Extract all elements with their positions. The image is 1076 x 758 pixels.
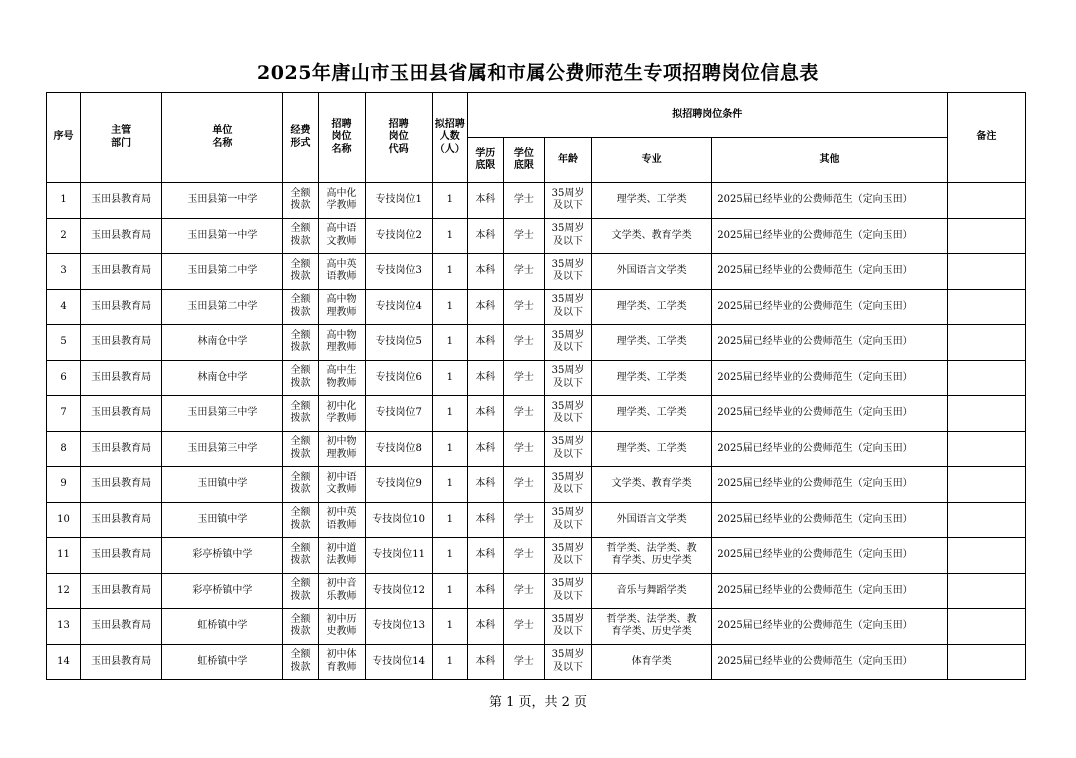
cell-post-name: 高中语 文教师: [318, 218, 365, 254]
cell-seq: 13: [47, 609, 81, 645]
cell-post-name: 初中历 史教师: [318, 609, 365, 645]
cell-post-name: 初中英 语教师: [318, 502, 365, 538]
cell-edu: 本科: [467, 289, 503, 325]
cell-post-name: 高中生 物教师: [318, 360, 365, 396]
cell-edu: 本科: [467, 467, 503, 503]
header-edu: 学历 底限: [467, 138, 503, 183]
cell-age: 35周岁 及以下: [544, 431, 591, 467]
header-funding: 经费 形式: [283, 93, 318, 183]
cell-dept: 玉田县教育局: [81, 396, 162, 432]
cell-count: 1: [432, 467, 467, 503]
cell-other: 2025届已经毕业的公费师范生（定向玉田）: [712, 218, 948, 254]
header-seq: 序号: [47, 93, 81, 183]
cell-seq: 4: [47, 289, 81, 325]
cell-funding: 全额 拨款: [283, 644, 318, 680]
cell-unit: 玉田县第一中学: [162, 218, 283, 254]
cell-funding: 全额 拨款: [283, 360, 318, 396]
cell-remark: [947, 289, 1025, 325]
cell-remark: [947, 360, 1025, 396]
header-dept: 主管 部门: [81, 93, 162, 183]
cell-seq: 10: [47, 502, 81, 538]
cell-major: 文学类、教育学类: [592, 467, 712, 503]
cell-count: 1: [432, 360, 467, 396]
cell-remark: [947, 218, 1025, 254]
table-row: [47, 502, 1026, 538]
table-row: [47, 609, 1026, 645]
cell-post-code: 专技岗位5: [365, 325, 432, 361]
cell-other: 2025届已经毕业的公费师范生（定向玉田）: [712, 573, 948, 609]
cell-remark: [947, 502, 1025, 538]
cell-degree: 学士: [503, 183, 544, 219]
cell-major: 理学类、工学类: [592, 289, 712, 325]
cell-degree: 学士: [503, 502, 544, 538]
cell-post-name: 高中化 学教师: [318, 183, 365, 219]
header-conditions: 拟招聘岗位条件: [467, 93, 947, 138]
cell-age: 35周岁 及以下: [544, 396, 591, 432]
cell-unit: 玉田县第二中学: [162, 289, 283, 325]
cell-unit: 林南仓中学: [162, 325, 283, 361]
cell-major: 理学类、工学类: [592, 431, 712, 467]
cell-remark: [947, 609, 1025, 645]
cell-funding: 全额 拨款: [283, 183, 318, 219]
cell-remark: [947, 431, 1025, 467]
cell-seq: 11: [47, 538, 81, 574]
cell-post-name: 初中物 理教师: [318, 431, 365, 467]
cell-count: 1: [432, 289, 467, 325]
cell-post-code: 专技岗位10: [365, 502, 432, 538]
cell-dept: 玉田县教育局: [81, 183, 162, 219]
cell-degree: 学士: [503, 360, 544, 396]
cell-degree: 学士: [503, 396, 544, 432]
cell-count: 1: [432, 325, 467, 361]
cell-post-code: 专技岗位2: [365, 218, 432, 254]
cell-post-name: 高中英 语教师: [318, 254, 365, 290]
cell-degree: 学士: [503, 573, 544, 609]
cell-unit: 彩亭桥镇中学: [162, 573, 283, 609]
cell-remark: [947, 325, 1025, 361]
table-row: [47, 644, 1026, 680]
cell-other: 2025届已经毕业的公费师范生（定向玉田）: [712, 431, 948, 467]
table-row: [47, 396, 1026, 432]
cell-edu: 本科: [467, 218, 503, 254]
cell-remark: [947, 254, 1025, 290]
cell-seq: 6: [47, 360, 81, 396]
cell-post-name: 初中音 乐教师: [318, 573, 365, 609]
cell-other: 2025届已经毕业的公费师范生（定向玉田）: [712, 396, 948, 432]
cell-age: 35周岁 及以下: [544, 538, 591, 574]
table-body: [47, 183, 1026, 680]
cell-major: 哲学类、法学类、教 育学类、历史学类: [592, 538, 712, 574]
cell-count: 1: [432, 183, 467, 219]
cell-major: 理学类、工学类: [592, 183, 712, 219]
cell-dept: 玉田县教育局: [81, 289, 162, 325]
cell-degree: 学士: [503, 538, 544, 574]
header-count: 拟招聘 人数 （人）: [432, 93, 467, 183]
cell-major: 理学类、工学类: [592, 360, 712, 396]
cell-major: 理学类、工学类: [592, 325, 712, 361]
cell-age: 35周岁 及以下: [544, 360, 591, 396]
cell-edu: 本科: [467, 325, 503, 361]
cell-degree: 学士: [503, 254, 544, 290]
cell-funding: 全额 拨款: [283, 431, 318, 467]
cell-post-code: 专技岗位13: [365, 609, 432, 645]
cell-unit: 玉田县第二中学: [162, 254, 283, 290]
cell-post-name: 初中语 文教师: [318, 467, 365, 503]
cell-post-code: 专技岗位9: [365, 467, 432, 503]
cell-post-code: 专技岗位4: [365, 289, 432, 325]
cell-dept: 玉田县教育局: [81, 325, 162, 361]
table-row: [47, 183, 1026, 219]
cell-age: 35周岁 及以下: [544, 609, 591, 645]
cell-funding: 全额 拨款: [283, 289, 318, 325]
cell-edu: 本科: [467, 183, 503, 219]
cell-degree: 学士: [503, 289, 544, 325]
cell-dept: 玉田县教育局: [81, 431, 162, 467]
cell-major: 哲学类、法学类、教 育学类、历史学类: [592, 609, 712, 645]
cell-major: 音乐与舞蹈学类: [592, 573, 712, 609]
header-post-name: 招聘 岗位 名称: [318, 93, 365, 183]
cell-edu: 本科: [467, 360, 503, 396]
cell-count: 1: [432, 431, 467, 467]
cell-funding: 全额 拨款: [283, 396, 318, 432]
cell-post-code: 专技岗位1: [365, 183, 432, 219]
cell-post-name: 高中物 理教师: [318, 289, 365, 325]
cell-count: 1: [432, 644, 467, 680]
cell-unit: 虹桥镇中学: [162, 644, 283, 680]
recruitment-table: [46, 92, 1026, 680]
cell-other: 2025届已经毕业的公费师范生（定向玉田）: [712, 360, 948, 396]
cell-major: 外国语言文学类: [592, 254, 712, 290]
cell-dept: 玉田县教育局: [81, 538, 162, 574]
cell-major: 文学类、教育学类: [592, 218, 712, 254]
cell-unit: 林南仓中学: [162, 360, 283, 396]
cell-dept: 玉田县教育局: [81, 218, 162, 254]
cell-count: 1: [432, 254, 467, 290]
cell-other: 2025届已经毕业的公费师范生（定向玉田）: [712, 289, 948, 325]
cell-unit: 虹桥镇中学: [162, 609, 283, 645]
cell-post-code: 专技岗位3: [365, 254, 432, 290]
cell-seq: 1: [47, 183, 81, 219]
table-row: [47, 289, 1026, 325]
cell-unit: 玉田镇中学: [162, 467, 283, 503]
cell-other: 2025届已经毕业的公费师范生（定向玉田）: [712, 467, 948, 503]
header-post-code: 招聘 岗位 代码: [365, 93, 432, 183]
cell-post-name: 初中道 法教师: [318, 538, 365, 574]
cell-funding: 全额 拨款: [283, 538, 318, 574]
cell-age: 35周岁 及以下: [544, 289, 591, 325]
cell-edu: 本科: [467, 573, 503, 609]
table-row: [47, 538, 1026, 574]
cell-remark: [947, 467, 1025, 503]
cell-post-name: 初中化 学教师: [318, 396, 365, 432]
cell-funding: 全额 拨款: [283, 218, 318, 254]
cell-age: 35周岁 及以下: [544, 325, 591, 361]
cell-count: 1: [432, 502, 467, 538]
cell-age: 35周岁 及以下: [544, 218, 591, 254]
cell-edu: 本科: [467, 396, 503, 432]
cell-other: 2025届已经毕业的公费师范生（定向玉田）: [712, 325, 948, 361]
cell-seq: 7: [47, 396, 81, 432]
cell-age: 35周岁 及以下: [544, 467, 591, 503]
cell-edu: 本科: [467, 644, 503, 680]
cell-remark: [947, 538, 1025, 574]
cell-seq: 3: [47, 254, 81, 290]
cell-age: 35周岁 及以下: [544, 502, 591, 538]
cell-unit: 彩亭桥镇中学: [162, 538, 283, 574]
cell-degree: 学士: [503, 644, 544, 680]
cell-funding: 全额 拨款: [283, 325, 318, 361]
cell-remark: [947, 573, 1025, 609]
cell-funding: 全额 拨款: [283, 467, 318, 503]
cell-dept: 玉田县教育局: [81, 467, 162, 503]
cell-post-name: 初中体 育教师: [318, 644, 365, 680]
cell-degree: 学士: [503, 609, 544, 645]
cell-dept: 玉田县教育局: [81, 644, 162, 680]
cell-dept: 玉田县教育局: [81, 573, 162, 609]
cell-post-code: 专技岗位14: [365, 644, 432, 680]
cell-post-code: 专技岗位8: [365, 431, 432, 467]
cell-edu: 本科: [467, 254, 503, 290]
table-row: [47, 573, 1026, 609]
cell-remark: [947, 396, 1025, 432]
cell-funding: 全额 拨款: [283, 254, 318, 290]
header-major: 专业: [592, 138, 712, 183]
cell-major: 理学类、工学类: [592, 396, 712, 432]
cell-seq: 5: [47, 325, 81, 361]
cell-degree: 学士: [503, 467, 544, 503]
cell-count: 1: [432, 218, 467, 254]
cell-funding: 全额 拨款: [283, 573, 318, 609]
cell-dept: 玉田县教育局: [81, 502, 162, 538]
cell-remark: [947, 183, 1025, 219]
cell-post-code: 专技岗位11: [365, 538, 432, 574]
cell-other: 2025届已经毕业的公费师范生（定向玉田）: [712, 254, 948, 290]
cell-degree: 学士: [503, 431, 544, 467]
header-other: 其他: [712, 138, 948, 183]
header-degree: 学位 底限: [503, 138, 544, 183]
cell-major: 外国语言文学类: [592, 502, 712, 538]
header-remark: 备注: [947, 93, 1025, 183]
cell-age: 35周岁 及以下: [544, 254, 591, 290]
table-row: [47, 360, 1026, 396]
cell-remark: [947, 644, 1025, 680]
cell-other: 2025届已经毕业的公费师范生（定向玉田）: [712, 609, 948, 645]
table-row: [47, 431, 1026, 467]
cell-degree: 学士: [503, 325, 544, 361]
table-row: [47, 467, 1026, 503]
cell-seq: 9: [47, 467, 81, 503]
page-footer: 第 1 页，共 2 页: [488, 695, 588, 710]
cell-other: 2025届已经毕业的公费师范生（定向玉田）: [712, 183, 948, 219]
cell-post-code: 专技岗位7: [365, 396, 432, 432]
cell-degree: 学士: [503, 218, 544, 254]
cell-age: 35周岁 及以下: [544, 573, 591, 609]
cell-post-name: 高中物 理教师: [318, 325, 365, 361]
cell-post-code: 专技岗位12: [365, 573, 432, 609]
page-title: 2025年唐山市玉田县省属和市属公费师范生专项招聘岗位信息表: [257, 62, 819, 84]
cell-dept: 玉田县教育局: [81, 360, 162, 396]
cell-other: 2025届已经毕业的公费师范生（定向玉田）: [712, 538, 948, 574]
table-row: [47, 325, 1026, 361]
cell-count: 1: [432, 538, 467, 574]
cell-edu: 本科: [467, 538, 503, 574]
table-row: [47, 254, 1026, 290]
cell-funding: 全额 拨款: [283, 502, 318, 538]
cell-seq: 2: [47, 218, 81, 254]
table-row: [47, 218, 1026, 254]
cell-seq: 8: [47, 431, 81, 467]
cell-count: 1: [432, 573, 467, 609]
cell-age: 35周岁 及以下: [544, 183, 591, 219]
cell-other: 2025届已经毕业的公费师范生（定向玉田）: [712, 502, 948, 538]
cell-unit: 玉田镇中学: [162, 502, 283, 538]
cell-edu: 本科: [467, 502, 503, 538]
cell-dept: 玉田县教育局: [81, 254, 162, 290]
cell-funding: 全额 拨款: [283, 609, 318, 645]
cell-count: 1: [432, 396, 467, 432]
cell-seq: 12: [47, 573, 81, 609]
cell-unit: 玉田县第一中学: [162, 183, 283, 219]
cell-seq: 14: [47, 644, 81, 680]
cell-post-code: 专技岗位6: [365, 360, 432, 396]
cell-age: 35周岁 及以下: [544, 644, 591, 680]
cell-other: 2025届已经毕业的公费师范生（定向玉田）: [712, 644, 948, 680]
cell-unit: 玉田县第三中学: [162, 396, 283, 432]
cell-edu: 本科: [467, 431, 503, 467]
cell-count: 1: [432, 609, 467, 645]
cell-major: 体育学类: [592, 644, 712, 680]
header-age: 年龄: [544, 138, 591, 183]
header-unit: 单位 名称: [162, 93, 283, 183]
cell-edu: 本科: [467, 609, 503, 645]
cell-dept: 玉田县教育局: [81, 609, 162, 645]
cell-unit: 玉田县第三中学: [162, 431, 283, 467]
